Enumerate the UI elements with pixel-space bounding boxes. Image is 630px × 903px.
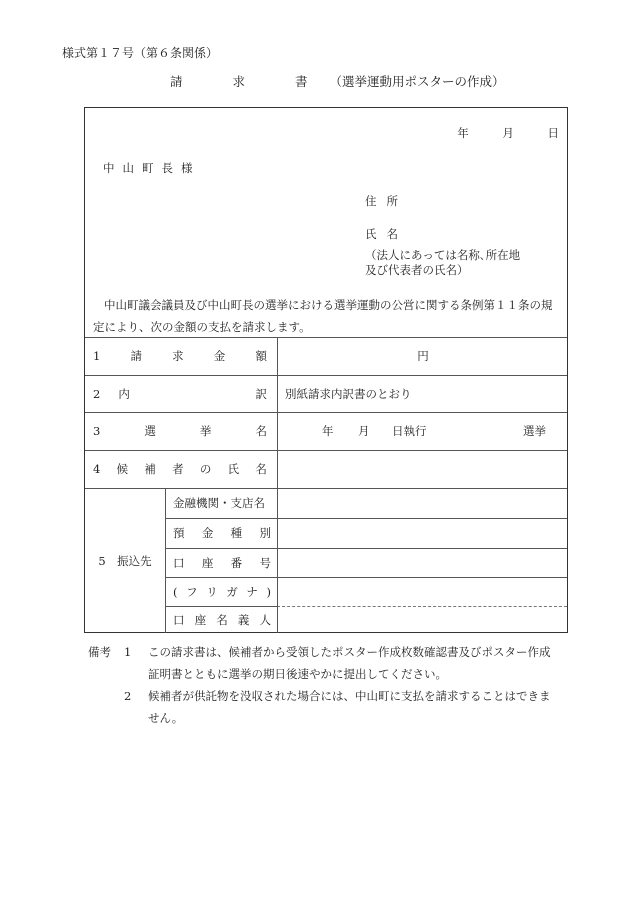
candidate-name-value: [278, 450, 568, 488]
remark-continuation: [88, 663, 551, 685]
remark-number: 1: [124, 645, 132, 659]
amount-value: 円: [417, 349, 429, 363]
bank-branch-label: 金融機関・支店名: [173, 496, 265, 510]
transfer-label: 5 振込先: [98, 553, 152, 568]
year-label: 年: [457, 126, 469, 140]
date-line: [427, 125, 559, 141]
request-form-frame: [84, 107, 568, 633]
remark-number: 2: [124, 689, 132, 703]
document-title: [170, 72, 505, 90]
election-name-value: 年 月 日執行 選挙: [322, 424, 546, 438]
title-char: 書: [295, 74, 308, 89]
request-body-text: 中山町議会議員及び中山町長の選挙における選挙運動の公営に関する条例第１１条の規定により、次の金額の支払を請求します。: [93, 298, 553, 334]
addressee: 中山町長様: [103, 161, 201, 175]
candidate-name-label: 4 候 補 者 の 氏 名: [93, 462, 267, 476]
month-label: 月: [502, 126, 514, 140]
account-number-label: 口 座 番 号: [173, 555, 271, 570]
furigana-label: ( フ リ ガ ナ ): [173, 584, 271, 599]
amount-label: 1 請 求 金 額: [93, 349, 267, 363]
address-label: 住所: [365, 194, 408, 208]
remarks: [88, 641, 551, 729]
remark-text: せん。: [148, 711, 184, 725]
remark-text: この請求書は、候補者から受領したポスター作成枚数確認書及びポスター作成: [148, 645, 551, 659]
breakdown-value: 別紙請求内訳書のとおり: [285, 386, 412, 401]
title-char: 求: [232, 74, 246, 89]
account-holder-label: 口 座 名 義 人: [173, 612, 271, 627]
remark-text: 証明書とともに選挙の期日後速やかに提出してください。: [148, 667, 447, 681]
remark-item: [88, 685, 551, 707]
title-char: 請: [170, 74, 183, 89]
furigana-dashed-rule: [277, 606, 567, 607]
deposit-type-label: 預 金 種 別: [173, 526, 271, 540]
breakdown-label: 2 内 訳: [93, 386, 267, 401]
name-label: 氏名: [365, 227, 408, 241]
remarks-label: 備考: [88, 645, 111, 659]
remark-text: 候補者が供託物を没収された場合には、中山町に支払を請求することはできま: [148, 689, 551, 703]
title-subtitle: （選挙運動用ポスターの作成）: [329, 74, 505, 89]
form-number: 様式第１７号（第６条関係）: [62, 46, 219, 60]
remark-continuation: [88, 707, 551, 729]
corporate-note: （法人にあっては名称､所在地及び代表者の氏名）: [365, 248, 521, 277]
day-label: 日: [547, 126, 559, 140]
remark-item: [88, 641, 551, 663]
election-name-label: 3 選 挙 名: [93, 424, 267, 438]
